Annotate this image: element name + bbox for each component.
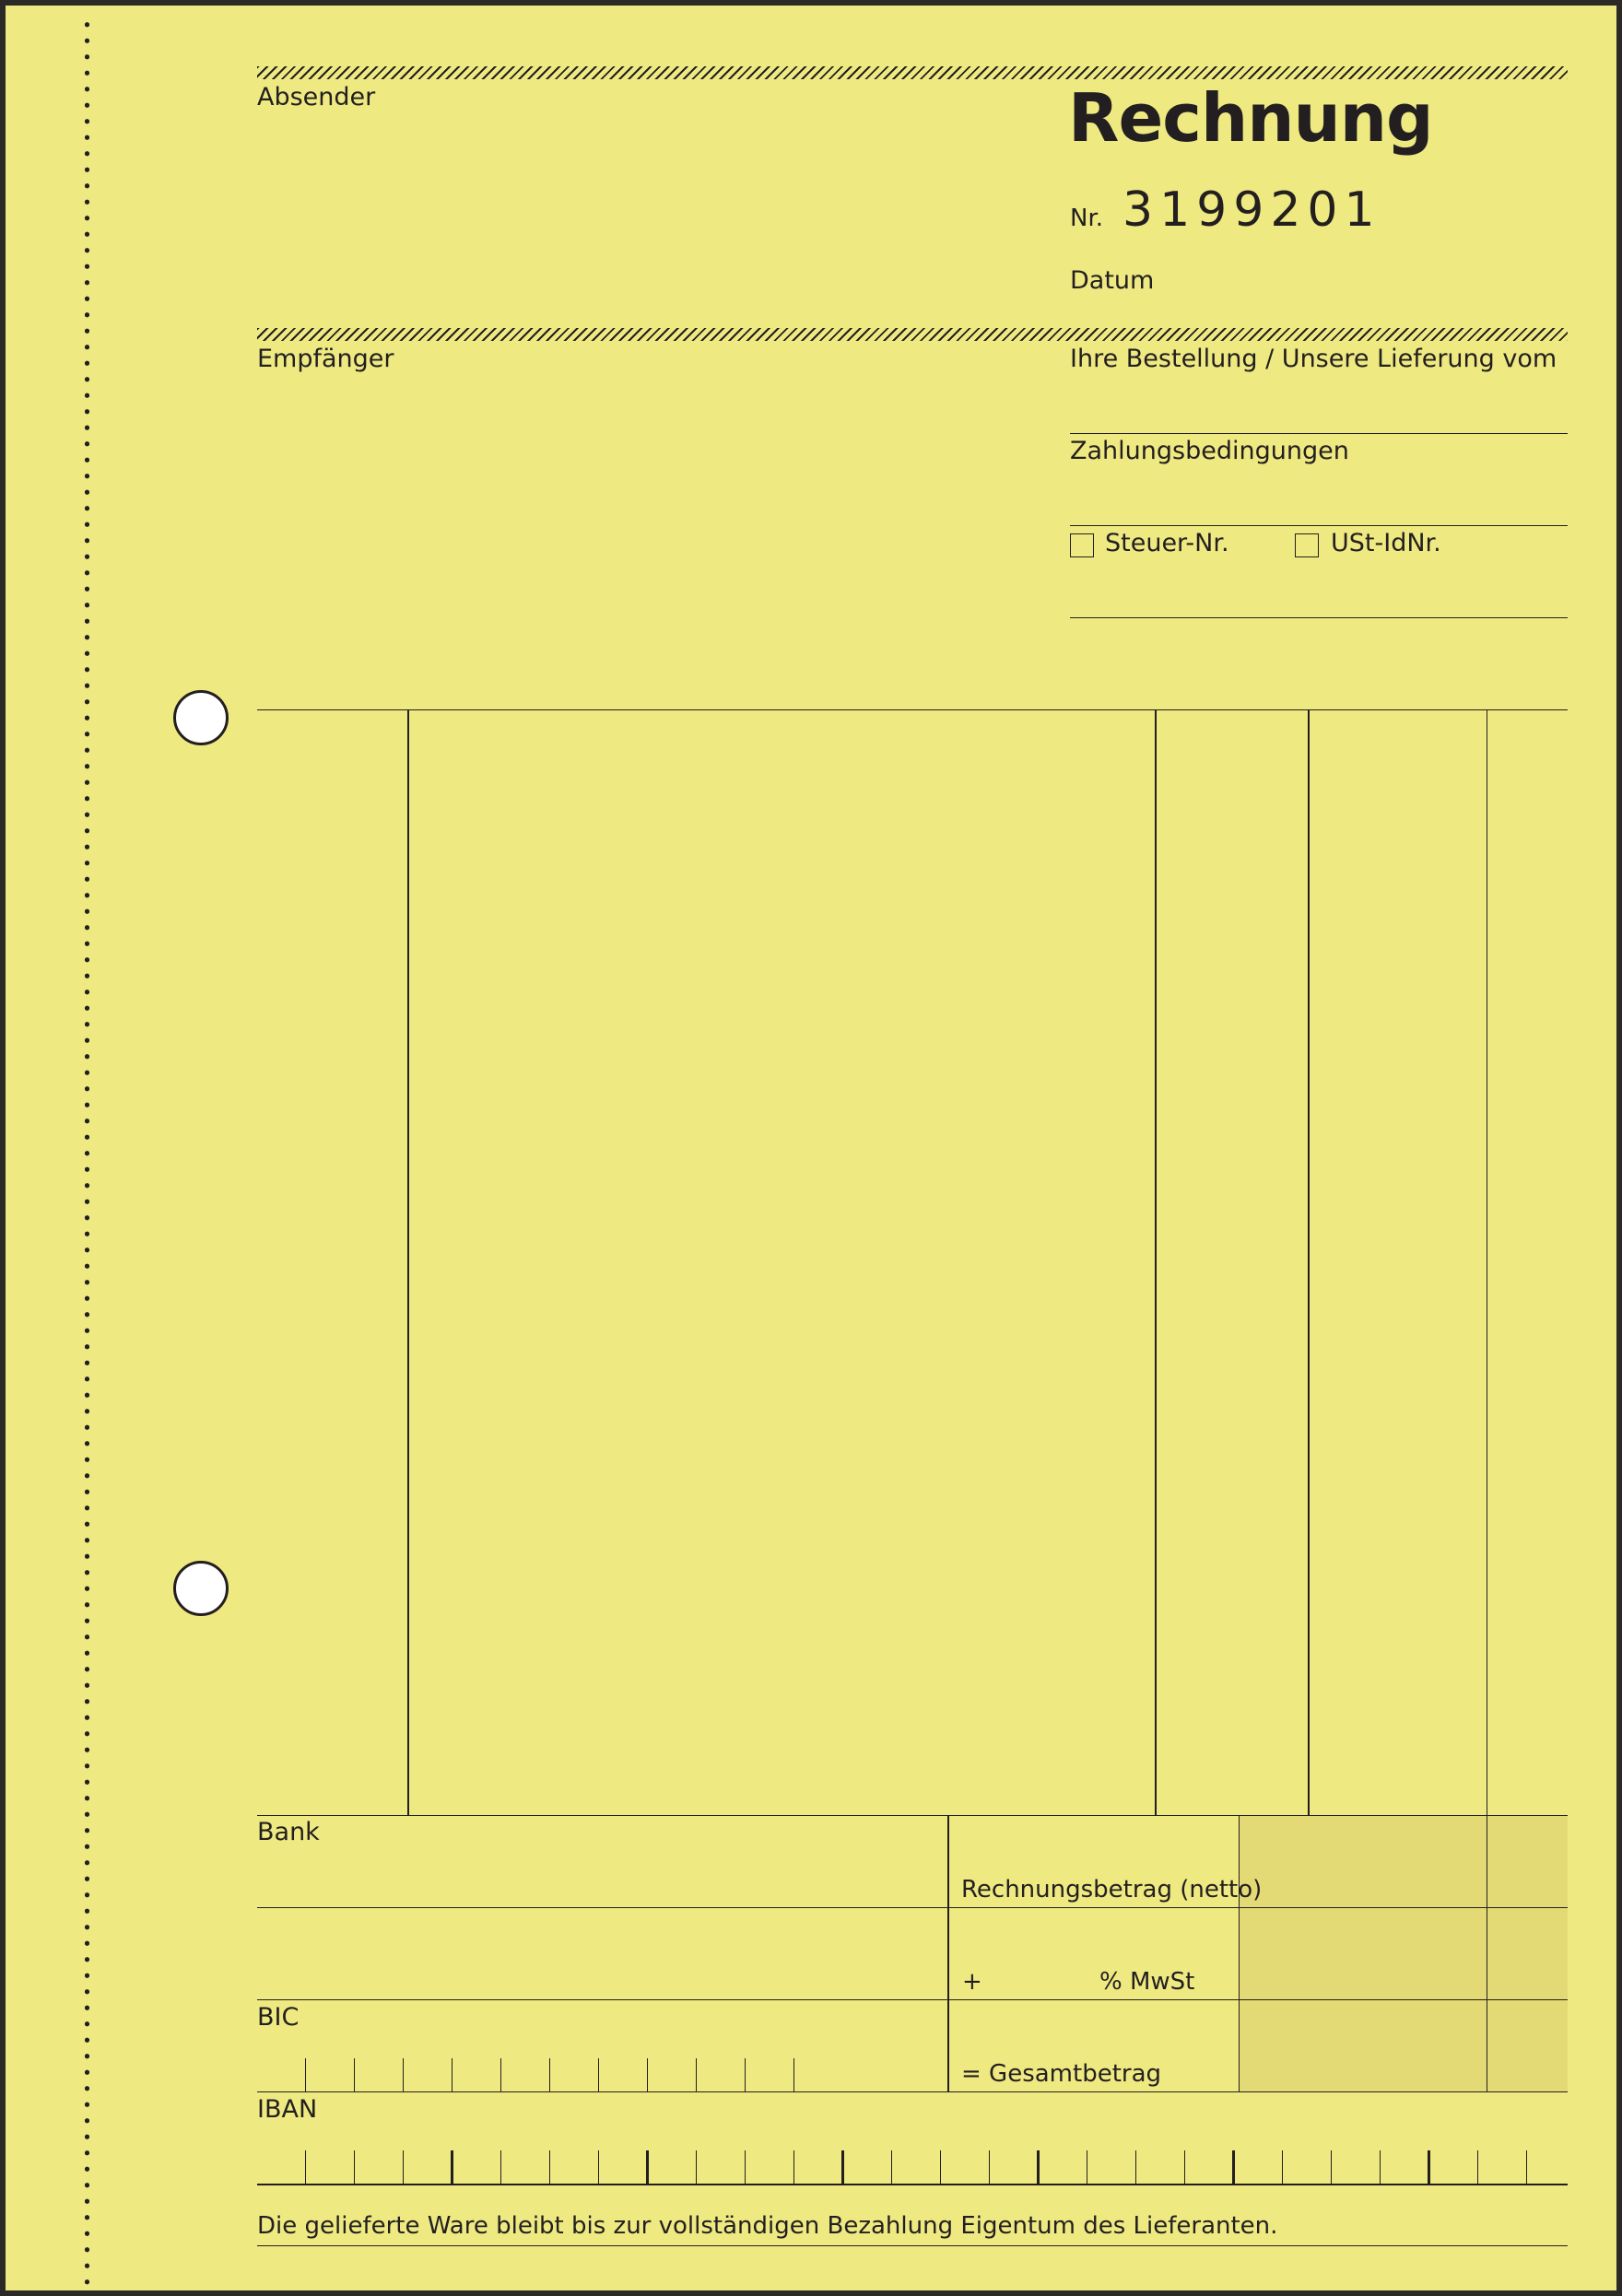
bic-char-tick	[793, 2058, 794, 2091]
bic-char-tick	[354, 2058, 355, 2091]
vat-plus-sign: +	[962, 1968, 982, 1996]
tax-id-line	[1070, 617, 1568, 618]
retention-of-title-note: Die gelieferte Ware bleibt bis zur vollständigen Bezahlung Eigentum des Lieferanten.	[257, 2212, 1278, 2240]
iban-group-tick	[1232, 2150, 1235, 2184]
payment-terms-label: Zahlungsbedingungen	[1070, 437, 1349, 465]
iban-label: IBAN	[257, 2095, 318, 2124]
footer-bottom-line	[257, 2245, 1568, 2246]
date-label: Datum	[1070, 266, 1155, 295]
iban-char-tick	[891, 2150, 892, 2184]
iban-char-tick	[1282, 2150, 1283, 2184]
item-table-top-border	[257, 709, 1568, 710]
iban-char-tick	[403, 2150, 404, 2184]
iban-char-tick	[793, 2150, 794, 2184]
vat-label: % MwSt	[1099, 1968, 1195, 1996]
totals-value-divider	[1239, 1815, 1240, 2091]
bic-char-tick	[598, 2058, 599, 2091]
iban-char-tick	[696, 2150, 697, 2184]
iban-char-tick	[1477, 2150, 1478, 2184]
iban-char-tick	[989, 2150, 990, 2184]
iban-char-tick	[354, 2150, 355, 2184]
recipient-label: Empfänger	[257, 345, 394, 373]
bic-char-tick	[305, 2058, 306, 2091]
iban-char-tick	[598, 2150, 599, 2184]
hatch-divider-top	[257, 66, 1568, 79]
bic-char-tick	[452, 2058, 453, 2091]
iban-group-tick	[451, 2150, 453, 2184]
bic-char-tick	[647, 2058, 648, 2091]
bank-label: Bank	[257, 1818, 320, 1846]
iban-char-tick	[500, 2150, 501, 2184]
vat-id-label: USt-IdNr.	[1331, 529, 1441, 557]
iban-group-tick	[841, 2150, 844, 2184]
iban-char-tick	[1526, 2150, 1527, 2184]
iban-group-tick	[646, 2150, 649, 2184]
iban-char-tick	[1184, 2150, 1185, 2184]
net-amount-row-border	[257, 1907, 1568, 1908]
bic-char-tick	[745, 2058, 746, 2091]
hatch-divider-middle	[257, 328, 1568, 341]
item-table-column-divider	[1155, 709, 1157, 1815]
invoice-number: 3199201	[1122, 182, 1381, 238]
item-table-column-divider	[1308, 709, 1310, 1815]
tax-number-checkbox[interactable]	[1070, 533, 1094, 557]
bank-totals-divider	[947, 1815, 949, 2091]
iban-char-tick	[305, 2150, 306, 2184]
iban-char-tick	[1135, 2150, 1136, 2184]
document-title: Rechnung	[1068, 79, 1433, 157]
bic-char-tick	[500, 2058, 501, 2091]
payment-terms-line	[1070, 525, 1568, 526]
bic-char-tick	[549, 2058, 550, 2091]
iban-char-tick	[549, 2150, 550, 2184]
bank-bic-divider	[257, 1999, 947, 2000]
perforation-line	[85, 17, 89, 2292]
invoice-number-label: Nr.	[1070, 205, 1104, 232]
item-table-bottom-border	[257, 1815, 1568, 1816]
net-amount-label: Rechnungsbetrag (netto)	[961, 1876, 1263, 1904]
vat-id-checkbox[interactable]	[1295, 533, 1319, 557]
iban-group-tick	[1428, 2150, 1430, 2184]
tax-number-label: Steuer-Nr.	[1105, 529, 1229, 557]
total-amount-label: = Gesamtbetrag	[961, 2060, 1162, 2088]
item-table-column-divider	[407, 709, 409, 1815]
iban-row-border	[257, 2184, 1568, 2185]
bic-row-border	[257, 2091, 1568, 2092]
bic-char-tick	[696, 2058, 697, 2091]
iban-char-tick	[940, 2150, 941, 2184]
vat-row-border	[947, 1999, 1568, 2000]
order-delivery-line	[1070, 433, 1568, 434]
bic-label: BIC	[257, 2003, 300, 2032]
iban-char-tick	[1331, 2150, 1332, 2184]
totals-shaded-cells	[1239, 1815, 1568, 2091]
order-delivery-label: Ihre Bestellung / Unsere Lieferung vom	[1070, 345, 1557, 373]
iban-char-tick	[745, 2150, 746, 2184]
iban-char-tick	[1380, 2150, 1381, 2184]
iban-group-tick	[1037, 2150, 1040, 2184]
bic-char-tick	[403, 2058, 404, 2091]
sender-label: Absender	[257, 83, 376, 111]
punch-hole-bottom	[173, 1561, 229, 1616]
punch-hole-top	[173, 690, 229, 745]
